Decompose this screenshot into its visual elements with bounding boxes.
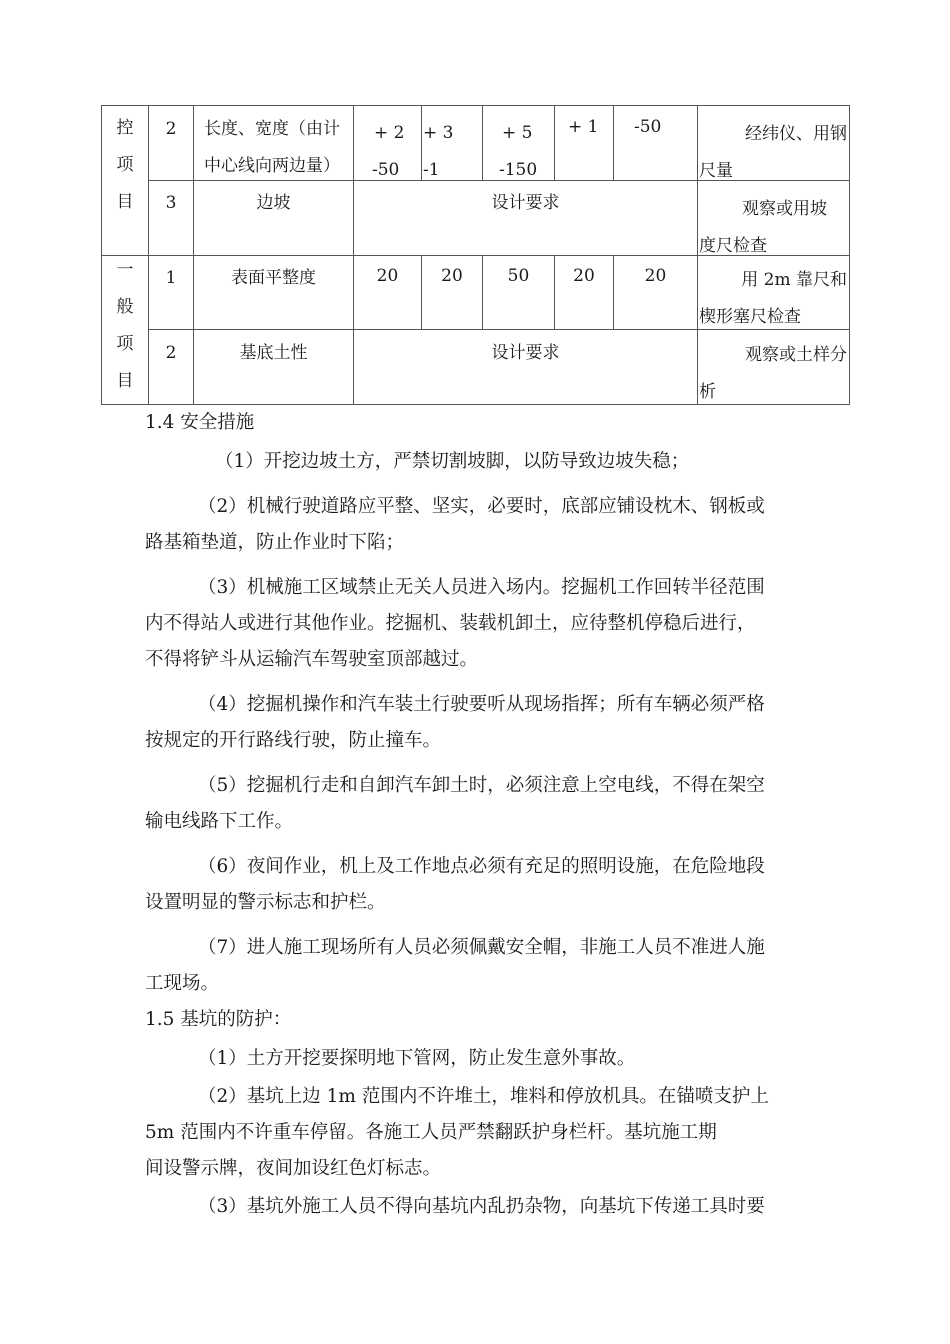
- paragraph: [145, 444, 851, 480]
- tolerance-lower: -150: [499, 160, 538, 180]
- row-number: 2: [165, 119, 177, 139]
- group-label-char: 一: [116, 260, 134, 280]
- group-label-char: 般: [116, 297, 134, 317]
- tolerance-lower: -50: [372, 160, 400, 180]
- paragraph-line: 输电线路下工作。: [145, 811, 294, 832]
- group-label-char: 目: [116, 192, 134, 212]
- group-label-char: 控: [116, 118, 134, 138]
- paragraph-line: （4）挖掘机操作和汽车装土行驶要听从现场指挥；所有车辆必须严格: [198, 694, 765, 715]
- method-line: 楔形塞尺检查: [699, 307, 801, 327]
- paragraph-line: （7）进人施工现场所有人员必须佩戴安全帽，非施工人员不准进人施: [198, 937, 765, 958]
- group-label-char: 目: [116, 371, 134, 391]
- method-line: 用 2m 靠尺和: [741, 270, 847, 290]
- group-label-general: [102, 252, 148, 400]
- row-number: 1: [165, 268, 177, 288]
- paragraph-line: 5m 范围内不许重车停留。各施工人员严禁翻跃护身栏杆。基坑施工期: [145, 1122, 717, 1143]
- paragraph-line: 路基箱垫道，防止作业时下陷；: [145, 532, 405, 553]
- inspection-method: [699, 337, 847, 411]
- tolerance-upper: + 3: [423, 123, 454, 143]
- paragraph-line: （5）挖掘机行走和自卸汽车卸土时，必须注意上空电线，不得在架空: [198, 775, 765, 796]
- inspection-method: [699, 116, 847, 190]
- inspection-method: [699, 191, 847, 265]
- paragraph-line: 内不得站人或进行其他作业。挖掘机、装载机卸土，应待整机停稳后进行，: [145, 613, 756, 634]
- item-name: 边坡: [256, 193, 291, 213]
- tolerance-value: 50: [507, 266, 530, 286]
- method-line: 析: [699, 382, 716, 402]
- paragraph-line: （2）基坑上边 1m 范围内不许堆土，堆料和停放机具。在锚喷支护上: [198, 1086, 769, 1107]
- method-line: 度尺检查: [699, 236, 767, 256]
- paragraph: [145, 1041, 851, 1077]
- merged-requirement: 设计要求: [491, 193, 560, 213]
- method-line: 经纬仪、用钢: [745, 124, 847, 144]
- paragraph: [145, 930, 851, 1002]
- tolerance-lower: -1: [423, 160, 440, 180]
- tolerance-value: 20: [573, 266, 595, 286]
- paragraph-line: 间设警示牌，夜间加设红色灯标志。: [145, 1158, 442, 1179]
- paragraph: [145, 849, 851, 921]
- item-name: 基底土性: [239, 343, 308, 363]
- method-line: 尺量: [699, 161, 733, 181]
- group-label-char: 项: [116, 155, 134, 175]
- paragraph-line: （3）基坑外施工人员不得向基坑内乱扔杂物，向基坑下传递工具时要: [198, 1196, 765, 1217]
- paragraph: [145, 768, 851, 840]
- paragraph: [145, 1189, 851, 1225]
- paragraph-line: 设置明显的警示标志和护栏。: [145, 892, 386, 913]
- document-body: [145, 405, 851, 1225]
- method-line: 观察或用坡: [742, 199, 827, 219]
- method-line: 观察或土样分: [745, 345, 847, 365]
- inspection-method: [699, 262, 847, 336]
- paragraph-line: （2）机械行驶道路应平整、坚实，必要时，底部应铺设枕木、钢板或: [198, 496, 765, 517]
- section-heading: 1.4 安全措施: [145, 412, 255, 433]
- section-heading: 1.5 基坑的防护：: [145, 1009, 292, 1030]
- paragraph: [145, 687, 851, 759]
- row-number: 2: [165, 343, 177, 363]
- inspection-table: [0, 0, 950, 420]
- paragraph-line: 工现场。: [145, 973, 220, 994]
- tolerance-value: [499, 115, 537, 189]
- tolerance-value: 20: [376, 266, 399, 286]
- tolerance-value: 20: [644, 266, 667, 286]
- group-label-char: 项: [116, 334, 134, 354]
- tolerance-upper: + 2: [374, 123, 405, 143]
- row-number: 3: [165, 193, 177, 213]
- paragraph-line: 不得将铲斗从运输汽车驾驶室顶部越过。: [145, 649, 479, 670]
- item-name-line: 长度、宽度（由计: [204, 119, 340, 139]
- paragraph: [145, 570, 851, 678]
- item-name: 表面平整度: [231, 268, 316, 288]
- item-name: [204, 111, 340, 185]
- paragraph-line: （1）土方开挖要探明地下管网，防止发生意外事故。: [198, 1048, 636, 1069]
- paragraph-line: （3）机械施工区域禁止无关人员进入场内。挖掘机工作回转半径范围: [198, 577, 765, 598]
- paragraph-line: 按规定的开行路线行驶，防止撞车。: [145, 730, 442, 751]
- tolerance-value: -50: [634, 117, 662, 137]
- paragraph: [145, 1079, 851, 1187]
- paragraph-line: （1）开挖边坡土方，严禁切割坡脚，以防导致边坡失稳；: [215, 451, 690, 472]
- item-name-line: 中心线向两边量）: [204, 156, 340, 176]
- paragraph-line: （6）夜间作业，机上及工作地点必须有充足的照明设施，在危险地段: [198, 856, 765, 877]
- paragraph: [145, 489, 851, 561]
- merged-requirement: 设计要求: [491, 343, 560, 363]
- group-label-main: [102, 110, 148, 221]
- tolerance-value: [372, 115, 404, 189]
- tolerance-upper: + 5: [502, 123, 533, 143]
- tolerance-value: + 1: [568, 117, 599, 137]
- tolerance-value: 20: [441, 266, 463, 286]
- tolerance-value: [423, 115, 453, 189]
